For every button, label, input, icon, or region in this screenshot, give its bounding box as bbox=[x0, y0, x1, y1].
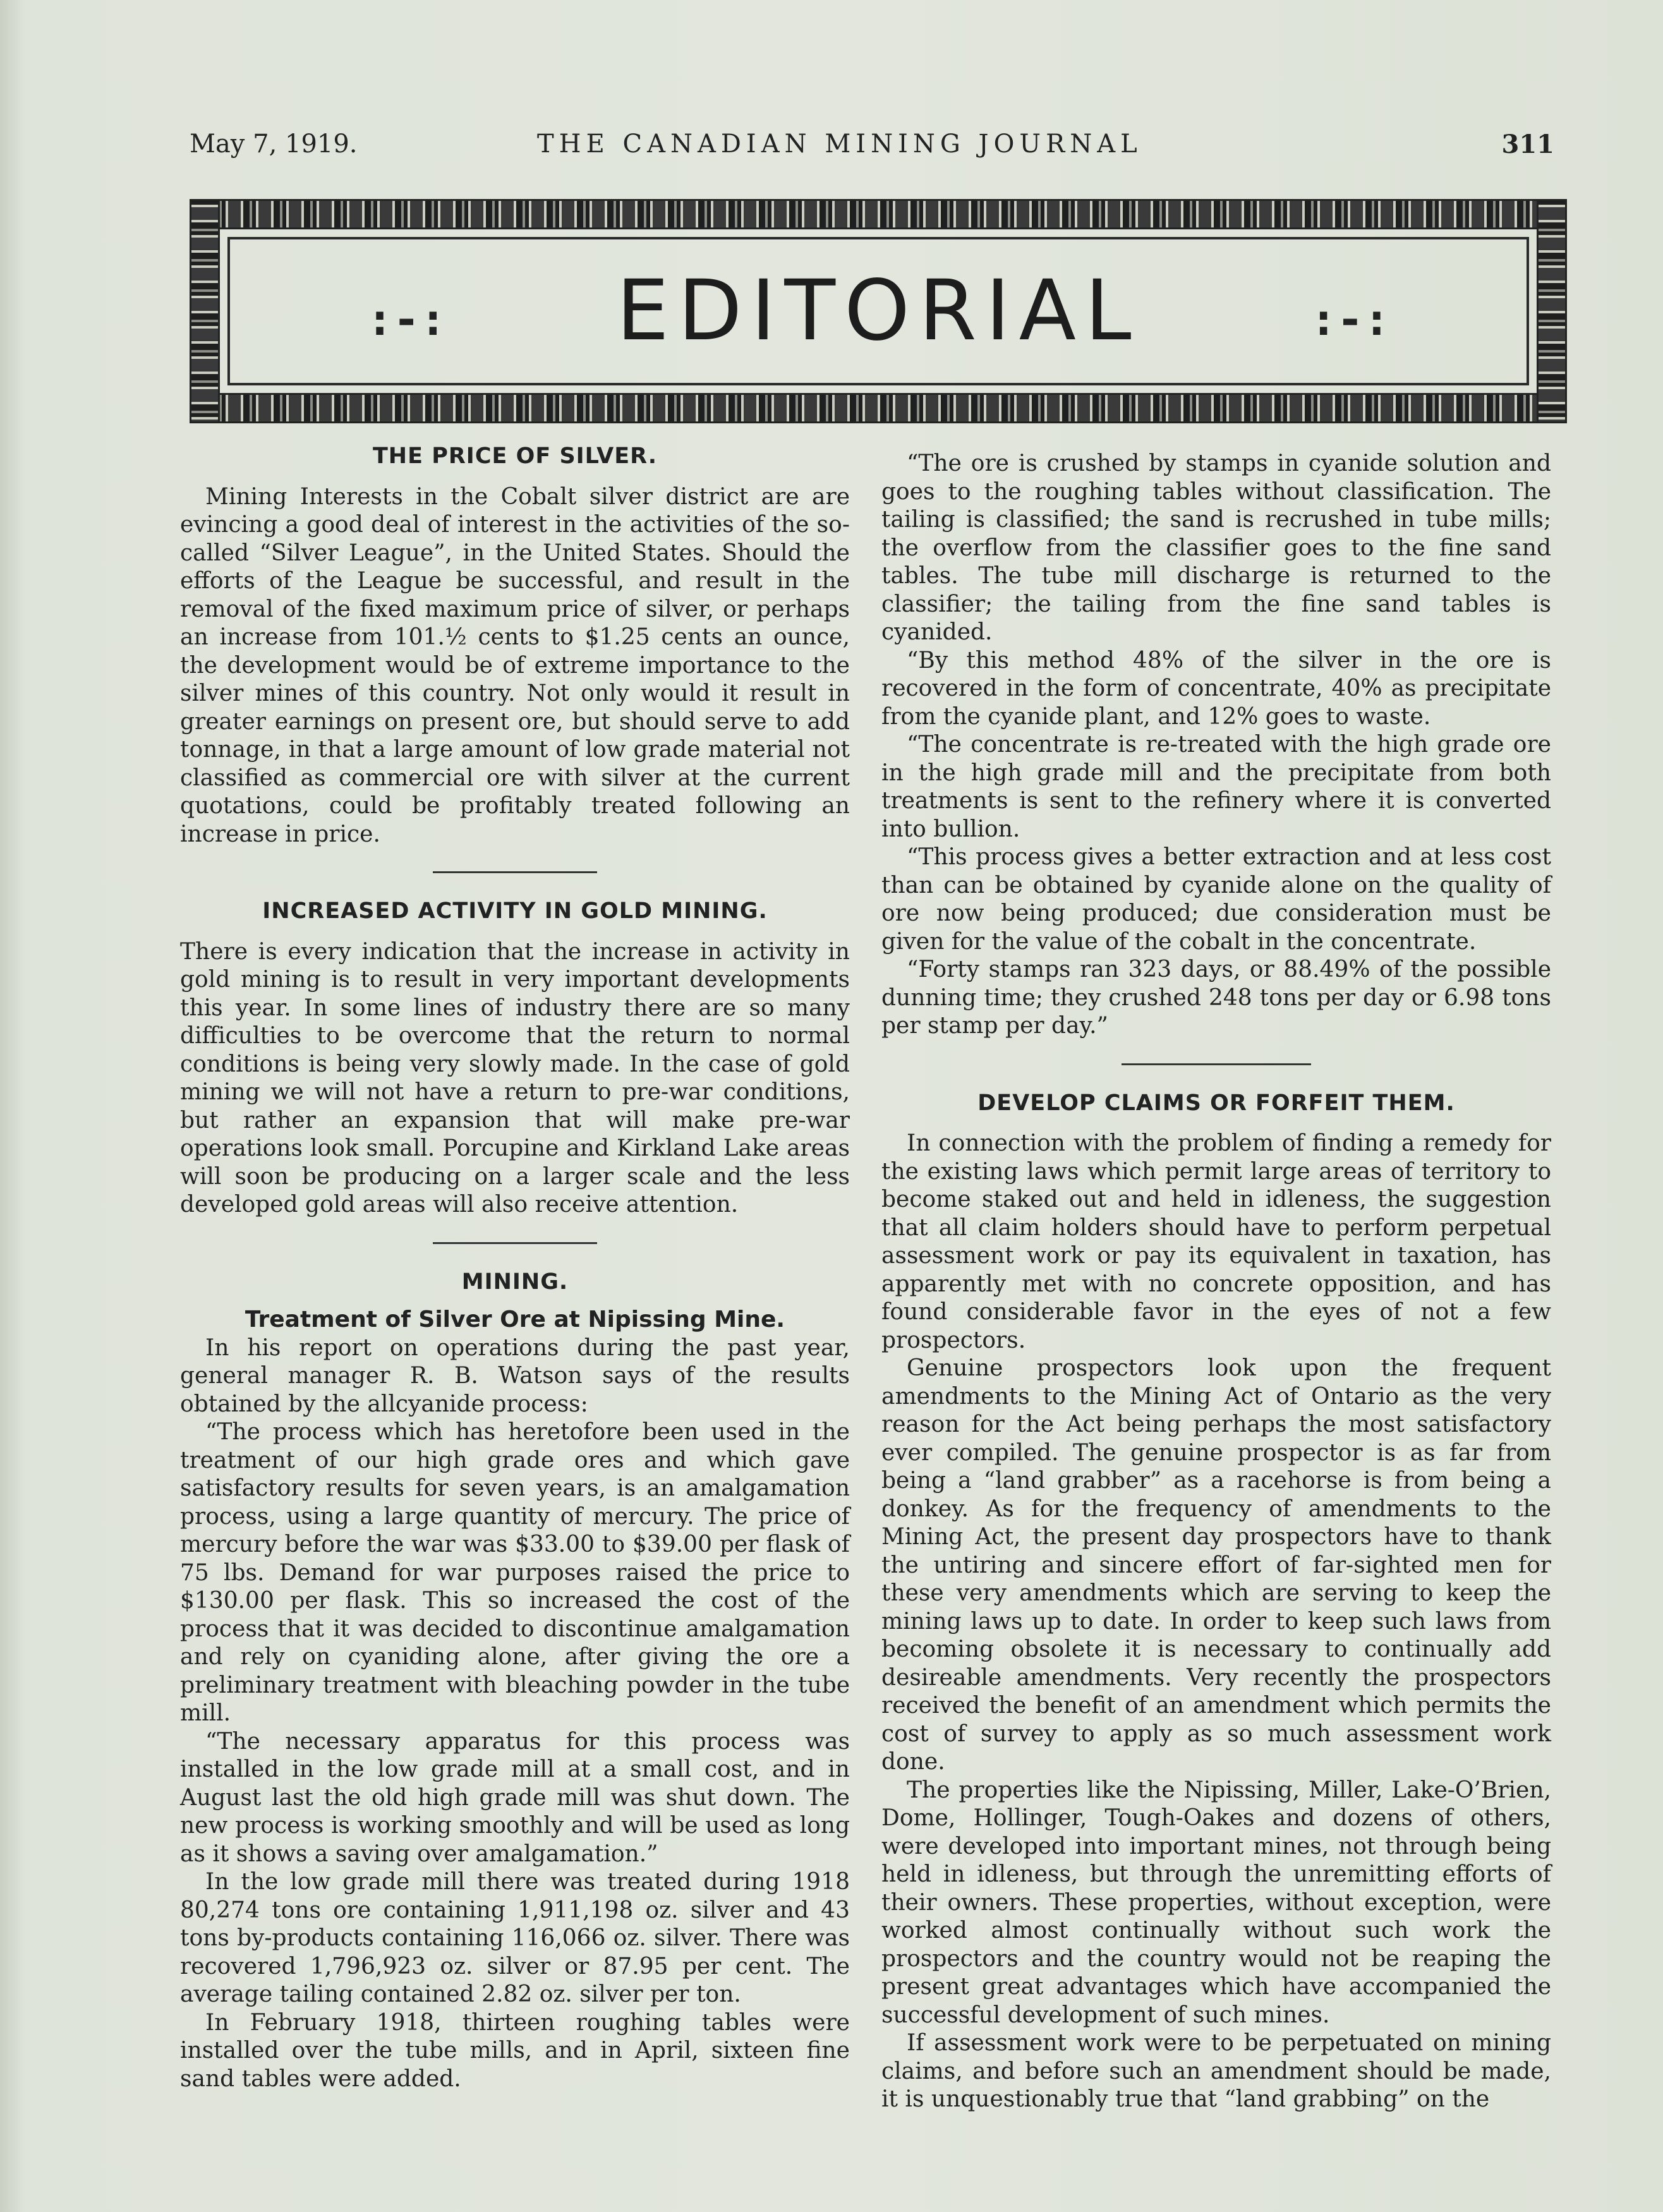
paragraph: In his report on operations during the past year, general manager R. B. Watson says of the results obtained by the allcyanide process: bbox=[180, 1334, 850, 1417]
paragraph: “The process which has heretofore been used in the treatment of our high grade ores and which gave satisfactory results for seven years, is an amalgamation process, using a large quantity of mercury. The price of mercury before the war was $33.00 to $39.00 per flask of 75 lbs. Demand for war purposes raised the price to $130.00 per flask. This so increased the cost of the process that it was decided to discontinue amalgamation and rely on cyaniding alone, after giving the ore a preliminary treatment with bleaching powder in the tube mill. bbox=[180, 1419, 850, 1726]
paragraph: Mining Interests in the Cobalt silver district are are evincing a good deal of interest in the activities of the so-called “Silver League”, in the United States. Should the efforts of the League be successful, and result in the removal of the fixed maximum price of silver, or perhaps an increase from 101.½ cents to $1.25 cents an ounce, the development would be of extreme importance to the silver mines of this country. Not only would it result in greater earnings on present ore, but should serve to add tonnage, in that a large amount of low grade material not classified as commercial ore with silver at the current quotations, could be profitably treated following an increase in price. bbox=[180, 483, 850, 847]
paragraph: Genuine prospectors look upon the frequent amendments to the Mining Act of Ontario as the very reason for the Act being perhaps the most satisfactory ever compiled. The genuine prospector is as far from being a “land grabber” as a racehorse is from being a donkey. As for the frequency of amendments to the Mining Act, the present day prospectors have to thank the untiring and sincere effort of far-sighted men for these very amendments which are serving to keep the mining laws up to date. In order to keep such laws from becoming obsolete it is necessary to continually add desireable amendments. Very recently the prospectors received the benefit of an amendment which permits the cost of survey to apply as so much assessment work done. bbox=[881, 1355, 1551, 1775]
issue-date: May 7, 1919. bbox=[190, 130, 358, 159]
section-divider bbox=[433, 871, 597, 873]
journal-title: THE CANADIAN MINING JOURNAL bbox=[537, 130, 1142, 159]
paragraph: In the low grade mill there was treated during 1918 80,274 tons ore containing 1,911,198 oz. silver and 43 tons by-products containing 116,066 oz. silver. There was recovered 1,796,923 oz. silver or 87.95 per cent. The average tailing contained 2.82 oz. silver per ton. bbox=[180, 1869, 850, 2007]
right-column bbox=[881, 450, 1551, 2114]
heading-develop-claims: DEVELOP CLAIMS OR FORFEIT THEM. bbox=[977, 1090, 1455, 1116]
paragraph: There is every indication that the increase in activity in gold mining is to result in very important developments this year. In some lines of industry there are so many difficulties to be overcome that the return to normal conditions is being very slowly made. In the case of gold mining we will not have a return to pre-war conditions, but rather an expansion that will make pre-war operations look small. Porcupine and Kirkland Lake areas will soon be producing on a larger scale and the less developed gold areas will also receive attention. bbox=[180, 938, 850, 1218]
running-header bbox=[190, 130, 1554, 167]
paragraph: “Forty stamps ran 323 days, or 88.49% of the possible dunning time; they crushed 248 tons per day or 6.98 tons per stamp per day.” bbox=[881, 957, 1551, 1039]
banner-border-top bbox=[190, 199, 1567, 229]
heading-price-of-silver: THE PRICE OF SILVER. bbox=[372, 444, 658, 469]
subheading-nipissing: Treatment of Silver Ore at Nipissing Mine. bbox=[245, 1307, 785, 1333]
paragraph: The properties like the Nipissing, Miller, Lake-O’Brien, Dome, Hollinger, Tough-Oakes and dozens of others, were developed into important mines, not through being held in idleness, but through the unremitting efforts of their owners. These properties, without exception, were worked almost continually without such work the prospectors and the country would not be reaping the present great advantages which have accompanied the successful development of such mines. bbox=[881, 1777, 1551, 2028]
paragraph: “By this method 48% of the silver in the ore is recovered in the form of concentrate, 40% as precipitate from the cyanide plant, and 12% goes to waste. bbox=[881, 647, 1551, 730]
editorial-banner bbox=[190, 199, 1567, 423]
section-divider bbox=[433, 1242, 597, 1244]
paragraph: In connection with the problem of finding a remedy for the existing laws which permit large areas of territory to become staked out and held in idleness, the suggestion that all claim holders should have to perform perpetual assessment work or pay its equivalent in taxation, has apparently met with no concrete opposition, and has found considerable favor in the eyes of not a few prospectors. bbox=[881, 1130, 1551, 1353]
heading-gold-mining: INCREASED ACTIVITY IN GOLD MINING. bbox=[262, 898, 768, 924]
heading-mining: MINING. bbox=[461, 1269, 569, 1295]
left-column bbox=[180, 442, 850, 2093]
banner-ornament-left: :-: bbox=[366, 294, 447, 346]
editorial-title: EDITORIAL bbox=[616, 262, 1140, 360]
paragraph: “This process gives a better extraction and at less cost than can be obtained by cyanide alone on the quality of ore now being produced; due consideration must be given for the value of the cobalt in the concentrate. bbox=[881, 844, 1551, 955]
page-number: 311 bbox=[1501, 130, 1554, 159]
paragraph: If assessment work were to be perpetuated on mining claims, and before such an amendment should be made, it is unquestionably true that “land grabbing” on the bbox=[881, 2030, 1551, 2112]
paragraph: “The necessary apparatus for this process was installed in the low grade mill at a small cost, and in August last the old high grade mill was shut down. The new process is working smoothly and will be used as long as it shows a saving over amalgamation.” bbox=[180, 1728, 850, 1867]
section-divider bbox=[1122, 1063, 1311, 1065]
paragraph: In February 1918, thirteen roughing tables were installed over the tube mills, and in April, sixteen fine sand tables were added. bbox=[180, 2009, 850, 2092]
paragraph: “The concentrate is re-treated with the high grade ore in the high grade mill and the precipitate from both treatments is sent to the refinery where it is converted into bullion. bbox=[881, 732, 1551, 842]
banner-ornament-right: :-: bbox=[1310, 294, 1390, 346]
paragraph: “The ore is crushed by stamps in cyanide solution and goes to the roughing tables without classification. The tailing is classified; the sand is recrushed in tube mills; the overflow from the classifier goes to the fine sand tables. The tube mill discharge is returned to the classifier; the tailing from the fine sand tables is cyanided. bbox=[881, 450, 1551, 645]
banner-border-bottom bbox=[190, 393, 1567, 423]
